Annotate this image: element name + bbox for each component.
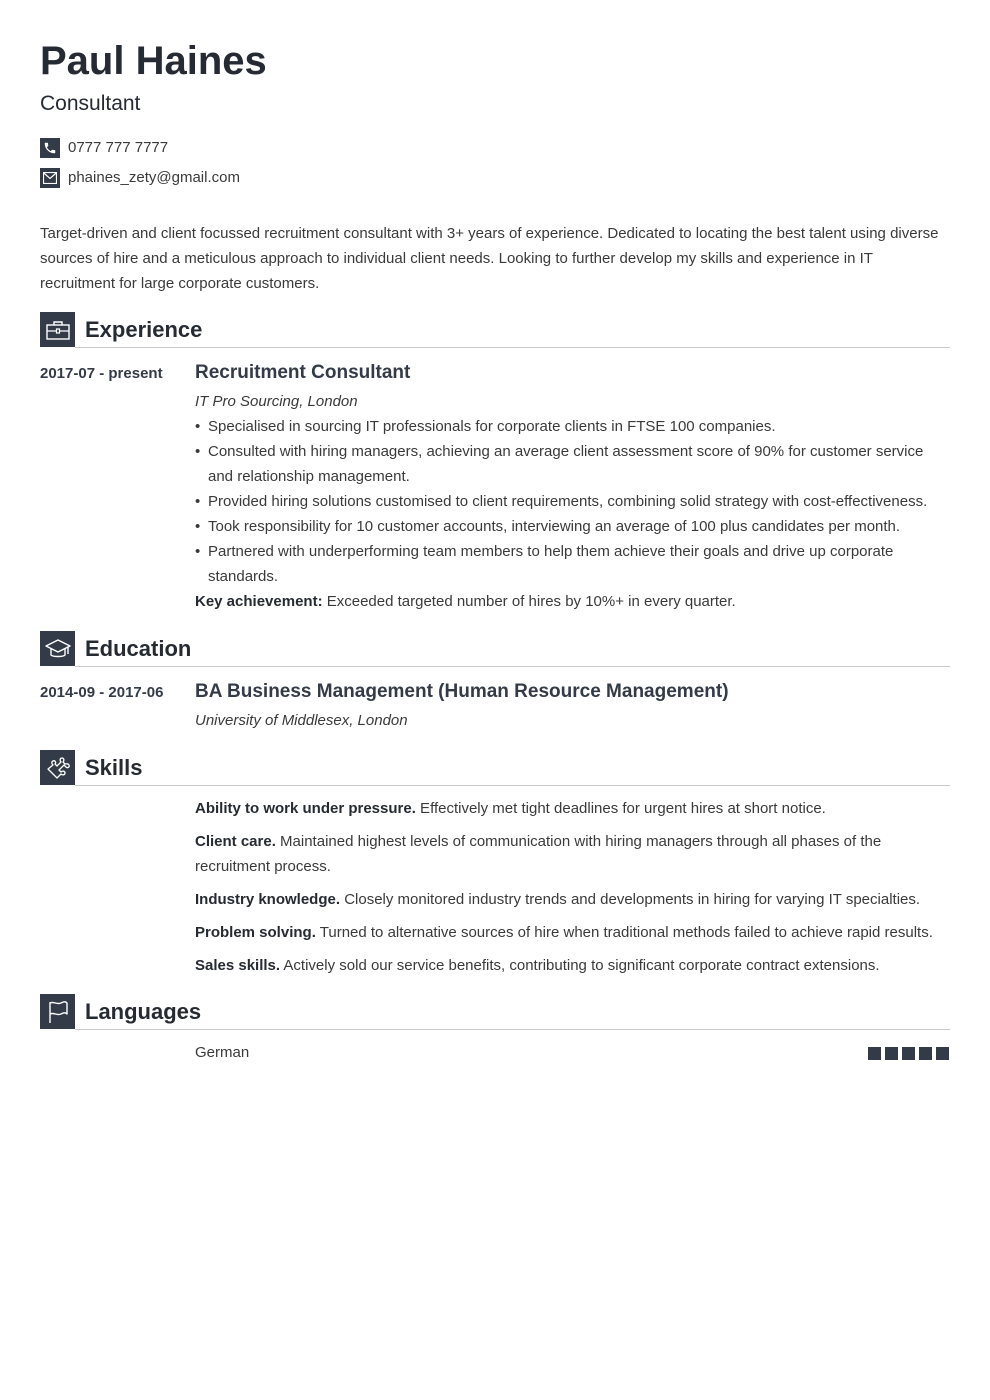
skill-title: Ability to work under pressure. xyxy=(195,800,416,817)
skill-description: Actively sold our service benefits, contributing to significant corporate contract extensions. xyxy=(280,957,880,974)
profile-summary: Target-driven and client focussed recruitment consultant with 3+ years of experience. Dedicated to locating the best talent using diverse sources of hire and a meticulous approach to individual client needs. Looking to further develop my skills and experience in IT recruitment for large corporate customers. xyxy=(40,225,939,292)
skill-title: Industry knowledge. xyxy=(195,891,341,908)
skill-description: Effectively met tight deadlines for urgent hires at short notice. xyxy=(415,800,826,817)
experience-section-header xyxy=(40,312,950,348)
language-proficiency xyxy=(868,1047,949,1060)
experience-date: 2017-07 - present xyxy=(40,365,163,382)
list-item: • Partnered with underperforming team members to help them achieve their goals and drive up corporate standards. xyxy=(195,539,950,589)
proficiency-square xyxy=(902,1047,915,1060)
graduation-cap-icon xyxy=(40,631,75,666)
candidate-title: Consultant xyxy=(40,92,141,115)
section-divider xyxy=(75,347,950,348)
list-item: • Specialised in sourcing IT professionals for corporate clients in FTSE 100 companies. xyxy=(195,414,950,439)
job-company: IT Pro Sourcing, London xyxy=(195,393,358,410)
skill-description: Closely monitored industry trends and developments in hiring for varying IT specialties. xyxy=(340,891,921,908)
contact-email xyxy=(40,168,240,188)
skill-item xyxy=(195,829,950,879)
skills-section-header xyxy=(40,750,950,786)
degree-title: BA Business Management (Human Resource Management) xyxy=(195,681,729,702)
skill-title: Problem solving. xyxy=(195,924,316,941)
skill-title: Sales skills. xyxy=(195,957,281,974)
section-divider xyxy=(75,666,950,667)
skill-title: Client care. xyxy=(195,833,276,850)
email-address[interactable]: phaines_zety@gmail.com xyxy=(68,169,240,186)
skill-item xyxy=(195,796,950,821)
section-divider xyxy=(75,785,950,786)
list-item: • Provided hiring solutions customised to client requirements, combining solid strategy with cost-effectiveness. xyxy=(195,489,950,514)
proficiency-square xyxy=(919,1047,932,1060)
skill-description: Turned to alternative sources of hire when traditional methods failed to achieve rapid results. xyxy=(315,924,933,941)
experience-entry xyxy=(195,361,950,614)
skill-item xyxy=(195,953,950,978)
skill-item xyxy=(195,920,950,945)
briefcase-icon xyxy=(40,312,75,347)
education-section-header xyxy=(40,631,950,667)
education-entry xyxy=(195,680,950,733)
proficiency-square xyxy=(885,1047,898,1060)
key-achievement xyxy=(195,589,950,614)
skill-item xyxy=(195,887,950,912)
contact-phone xyxy=(40,138,168,158)
skills-heading: Skills xyxy=(85,755,143,780)
key-achievement-label: Key achievement: xyxy=(195,593,323,610)
languages-heading: Languages xyxy=(85,999,202,1024)
education-heading: Education xyxy=(85,636,192,661)
list-item: • Took responsibility for 10 customer accounts, interviewing an average of 100 plus candidates per month. xyxy=(195,514,950,539)
key-achievement-text: Exceeded targeted number of hires by 10%+ in every quarter. xyxy=(322,593,736,610)
list-item: • Consulted with hiring managers, achieving an average client assessment score of 90% for customer service and relationship management. xyxy=(195,439,950,489)
phone-icon xyxy=(40,138,60,158)
proficiency-square xyxy=(936,1047,949,1060)
job-duties-list xyxy=(195,414,950,589)
skills-list xyxy=(195,796,950,986)
education-date: 2014-09 - 2017-06 xyxy=(40,684,164,701)
skill-description: Maintained highest levels of communication with hiring managers through all phases of the recruitment process. xyxy=(195,833,882,875)
proficiency-square xyxy=(868,1047,881,1060)
phone-number[interactable]: 0777 777 7777 xyxy=(68,139,169,156)
job-role: Recruitment Consultant xyxy=(195,362,411,383)
flag-icon xyxy=(40,994,75,1029)
experience-heading: Experience xyxy=(85,317,203,342)
languages-section-header xyxy=(40,994,950,1030)
candidate-name: Paul Haines xyxy=(40,39,267,83)
section-divider xyxy=(75,1029,950,1030)
school-name: University of Middlesex, London xyxy=(195,712,408,729)
puzzle-icon xyxy=(40,750,75,785)
language-name: German xyxy=(195,1044,250,1061)
envelope-icon xyxy=(40,168,60,188)
